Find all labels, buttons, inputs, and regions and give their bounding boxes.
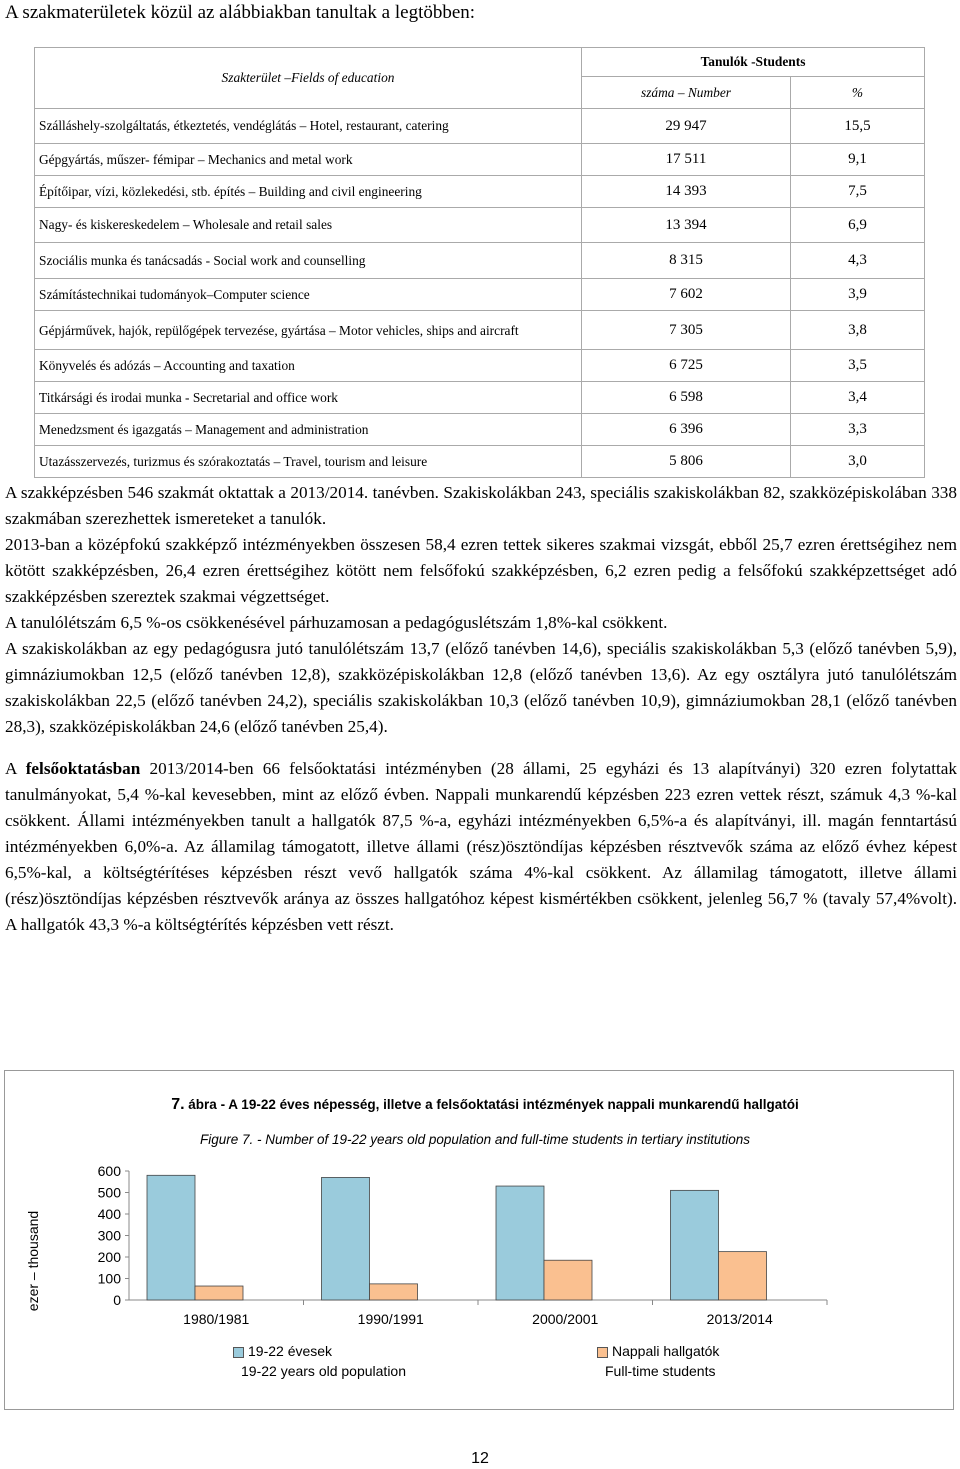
bar <box>195 1286 243 1300</box>
y-tick-label: 500 <box>97 1184 121 1201</box>
number-cell: 13 394 <box>582 208 791 243</box>
percent-cell: 3,9 <box>791 279 925 311</box>
percent-cell: 3,4 <box>791 382 925 414</box>
table-row <box>35 414 925 446</box>
number-cell: 5 806 <box>582 446 791 478</box>
number-cell: 6 725 <box>582 350 791 382</box>
y-tick-label: 200 <box>97 1249 121 1265</box>
field-cell: Utazásszervezés, turizmus és szórakoztatás – Travel, tourism and leisure <box>35 446 582 478</box>
table-row <box>35 446 925 478</box>
number-cell: 14 393 <box>582 176 791 208</box>
field-cell: Gépjárművek, hajók, repülőgépek tervezése, gyártása – Motor vehicles, ships and aircraft <box>35 311 582 350</box>
field-cell: Építőipar, vízi, közlekedési, stb. építés – Building and civil engineering <box>35 176 582 208</box>
legend-swatch <box>597 1347 608 1358</box>
field-cell: Szociális munka és tanácsadás - Social work and counselling <box>35 243 582 279</box>
table-row <box>35 109 925 144</box>
field-cell: Menedzsment és igazgatás – Management and administration <box>35 414 582 446</box>
figure-number: 7. <box>171 1096 185 1113</box>
legend-item-students <box>597 1341 719 1381</box>
table-row <box>35 382 925 414</box>
number-cell: 6 598 <box>582 382 791 414</box>
field-cell: Könyvelés és adózás – Accounting and taxation <box>35 350 582 382</box>
percent-cell: 3,0 <box>791 446 925 478</box>
legend-label: 19-22 years old population <box>241 1363 407 1379</box>
y-tick-label: 300 <box>97 1227 121 1244</box>
legend-swatch <box>233 1347 244 1358</box>
figure-title-text: ábra - A 19-22 éves népesség, illetve a felsőoktatási intézmények nappali munkarendű hallgatói <box>184 1097 799 1112</box>
figure-subtitle: Figure 7. - Number of 19-22 years old population and full-time students in tertiary institutions <box>199 1132 751 1147</box>
legend-label: 19-22 évesek <box>248 1343 333 1359</box>
students-header: Tanulók -Students <box>582 48 925 77</box>
percent-cell: 3,5 <box>791 350 925 382</box>
percent-cell: 4,3 <box>791 243 925 279</box>
percent-cell: 6,9 <box>791 208 925 243</box>
bar <box>671 1190 719 1300</box>
number-header: száma – Number <box>582 77 791 109</box>
field-cell: Nagy- és kiskereskedelem – Wholesale and retail sales <box>35 208 582 243</box>
page-heading: A szakmaterületek közül az alábbiakban tanultak a legtöbben: <box>5 2 476 23</box>
number-cell: 6 396 <box>582 414 791 446</box>
percent-cell: 7,5 <box>791 176 925 208</box>
y-tick-label: 600 <box>97 1163 121 1179</box>
field-cell: Szálláshely-szolgáltatás, étkeztetés, vendéglátás – Hotel, restaurant, catering <box>35 109 582 144</box>
percent-cell: 9,1 <box>791 144 925 176</box>
bar <box>544 1260 592 1300</box>
percent-cell: 3,3 <box>791 414 925 446</box>
paragraph: 2013-ban a középfokú szakképző intézményekben összesen 58,4 ezren tettek sikeres szakmai vizsgát, ebből 25,7 ezren érettségihez nem kötött szakképzésben, 26,4 ezren érettségihez kötött nem felsőfokú szakképzésben, 6,2 ezren pedig a felsőfokú szakképzettséget adó szakképzésben szereztek szakmai végzettséget. <box>5 535 957 606</box>
number-cell: 29 947 <box>582 109 791 144</box>
percent-cell: 3,8 <box>791 311 925 350</box>
bar-chart <box>5 1071 953 1409</box>
legend-label: Nappali hallgatók <box>612 1343 720 1359</box>
table-row <box>35 243 925 279</box>
y-axis-label: ezer – thousand <box>25 1210 41 1312</box>
table-row <box>35 350 925 382</box>
number-cell: 7 602 <box>582 279 791 311</box>
field-header: Szakterület –Fields of education <box>35 48 582 109</box>
bar <box>719 1252 767 1300</box>
legend-label: Full-time students <box>605 1363 716 1379</box>
paragraph-text: A <box>5 759 26 778</box>
table-row <box>35 311 925 350</box>
field-cell: Gépgyártás, műszer- fémipar – Mechanics and metal work <box>35 144 582 176</box>
percent-cell: 15,5 <box>791 109 925 144</box>
paragraph: A szakiskolákban az egy pedagógusra jutó tanulólétszám 13,7 (előző tanévben 14,6), speciális szakiskolákban 5,3 (előző tanévben 5,9), gimnáziumokban 12,5 (előző tanévben 12,8), szakközépiskolákban 12,8 (előző tanévben 13,6). Az egy osztályra jutó tanulólétszám szakiskolákban 22,5 (előző tanévben 24,2), speciális szakiskolákban 10,3 (előző tanévben 10,9), gimnáziumokban 28,1 (előző tanévben 28,3), szakközépiskolákban 24,6 (előző tanévben 25,4). <box>5 639 957 736</box>
x-tick-label: 2000/2001 <box>532 1311 599 1327</box>
paragraph-text: 2013/2014-ben 66 felsőoktatási intézményben (28 állami, 25 egyházi és 13 alapítványi) 320 ezren folytattak tanulmányokat, 5,4 %-kal kevesebben, mint az előző évben. Nappali munkarendű képzésben 223 ezren vettek részt, számuk 4,3 %-kal csökkent. Állami intézményekben tanult a hallgatók 87,5 %-a, egyházi intézményekben 6,5%-a és alapítványi, ill. magán fenntartású intézményekben 6,0%-a. Az államilag támogatott, illetve állami (rész)ösztöndíjas képzésben résztvevők száma az előző évhez képest 6,5%-kal, a költségtérítéses képzésben részt vevő hallgatók száma 4%-kal csökkent. Az államilag támogatott, illetve állami (rész)ösztöndíjas képzésben résztvevők aránya az összes hallgatóhoz képest kismértékben csökkent, jelenleg 56,7 % (tavaly 57,4%volt). A hallgatók 43,3 %-a költségtérítés képzésben vett részt. <box>5 759 957 934</box>
paragraph <box>5 756 957 938</box>
paragraph-bold-term: felsőoktatásban <box>25 759 141 778</box>
table-row <box>35 176 925 208</box>
figure-box <box>4 1070 954 1410</box>
table-row <box>35 208 925 243</box>
legend-item-population <box>233 1341 406 1381</box>
y-tick-label: 400 <box>97 1206 121 1222</box>
table-row <box>35 144 925 176</box>
bar <box>322 1177 370 1300</box>
number-cell: 7 305 <box>582 311 791 350</box>
bar <box>147 1175 195 1300</box>
body-text <box>5 480 957 938</box>
field-cell: Számítástechnikai tudományok–Computer science <box>35 279 582 311</box>
paragraph: A szakképzésben 546 szakmát oktattak a 2013/2014. tanévben. Szakiskolákban 243, speciális szakiskolákban 82, szakközépiskolában 338 szakmában szerezhettek ismereteket a tanulók. <box>5 483 957 528</box>
bar <box>496 1186 544 1300</box>
field-cell: Titkársági és irodai munka - Secretarial and office work <box>35 382 582 414</box>
y-tick-label: 0 <box>113 1292 121 1308</box>
page-number: 12 <box>471 1450 489 1467</box>
x-tick-label: 1980/1981 <box>183 1311 250 1327</box>
x-tick-label: 1990/1991 <box>357 1311 424 1327</box>
number-cell: 8 315 <box>582 243 791 279</box>
table-row <box>35 279 925 311</box>
education-fields-table <box>34 47 925 478</box>
bar <box>370 1284 418 1300</box>
number-cell: 17 511 <box>582 144 791 176</box>
y-tick-label: 100 <box>97 1270 121 1287</box>
paragraph: A tanulólétszám 6,5 %-os csökkenésével párhuzamosan a pedagóguslétszám 1,8%-kal csökkent. <box>5 613 668 632</box>
x-tick-label: 2013/2014 <box>706 1311 773 1327</box>
percent-header: % <box>791 77 925 109</box>
